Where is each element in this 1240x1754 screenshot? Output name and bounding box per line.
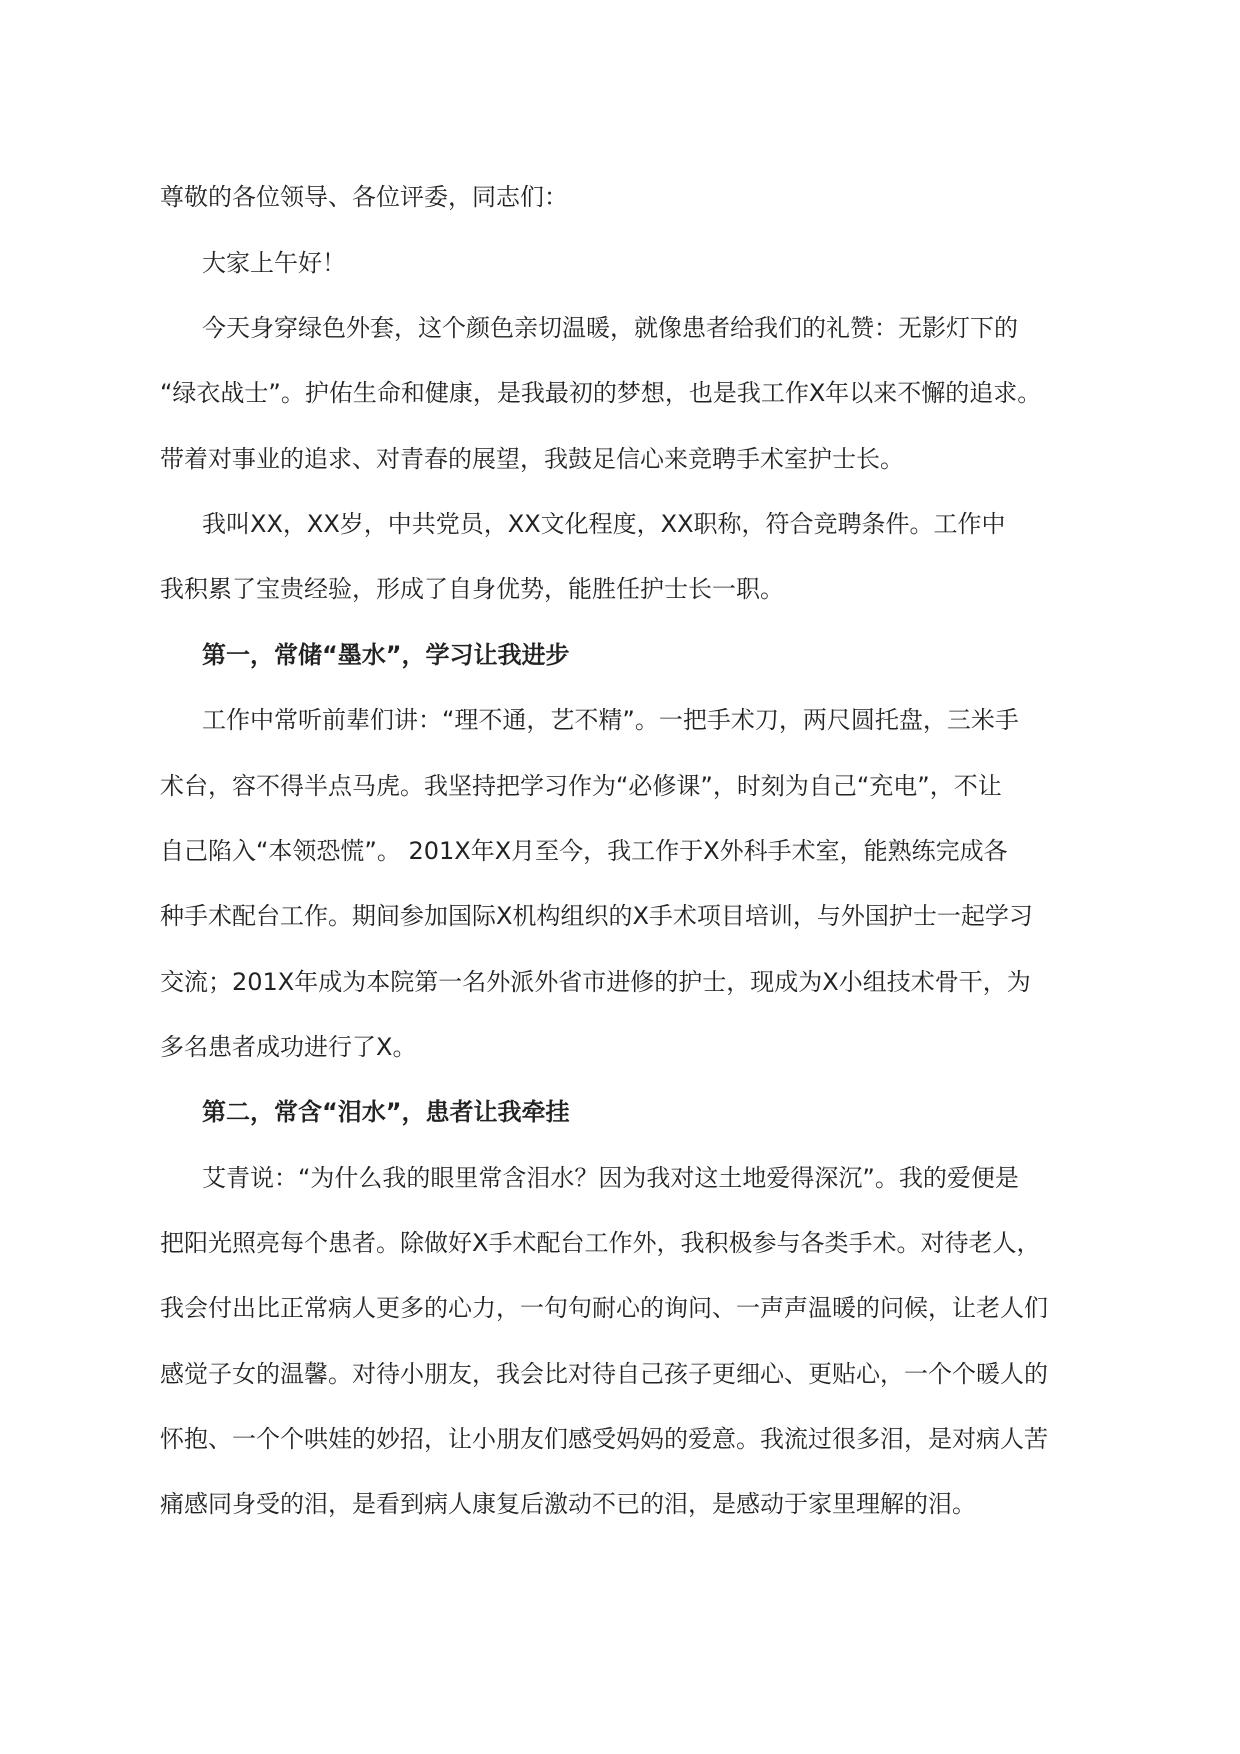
paragraph-line: 痛感同身受的泪，是看到病人康复后激动不已的泪，是感动于家里理解的泪。 — [160, 1490, 976, 1518]
paragraph-line: 我积累了宝贵经验，形成了自身优势，能胜任护士长一职。 — [160, 575, 784, 603]
paragraph-line: 艾青说：“为什么我的眼里常含泪水？因为我对这土地爱得深沉”。我的爱便是 — [202, 1164, 1019, 1192]
paragraph-line: 自己陷入“本领恐慌”。 201X年X月至今，我工作于X外科手术室，能熟练完成各 — [160, 837, 1008, 865]
paragraph-line: 今天身穿绿色外套，这个颜色亲切温暖，就像患者给我们的礼赞：无影灯下的 — [202, 314, 1018, 342]
paragraph-line: 感觉子女的温馨。对待小朋友，我会比对待自己孩子更细心、更贴心，一个个暖人的 — [160, 1360, 1048, 1388]
paragraph-line: 带着对事业的追求、对青春的展望，我鼓足信心来竞聘手术室护士长。 — [160, 445, 904, 473]
paragraph-line: 把阳光照亮每个患者。除做好X手术配台工作外，我积极参与各类手术。对待老人， — [160, 1229, 1041, 1257]
paragraph-line: “绿衣战士”。护佑生命和健康，是我最初的梦想，也是我工作X年以来不懈的追求。 — [160, 379, 1042, 407]
paragraph-line: 我叫XX，XX岁，中共党员，XX文化程度，XX职称，符合竞聘条件。工作中 — [202, 510, 1006, 538]
greeting-line: 大家上午好！ — [202, 249, 346, 277]
paragraph-line: 种手术配台工作。期间参加国际X机构组织的X手术项目培训，与外国护士一起学习 — [160, 902, 1033, 930]
paragraph-line: 术台，容不得半点马虎。我坚持把学习作为“必修课”，时刻为自己“充电”，不让 — [160, 772, 1002, 800]
paragraph-line: 工作中常听前辈们讲：“理不通，艺不精”。一把手术刀，两尺圆托盘，三米手 — [202, 706, 1019, 734]
paragraph-line: 多名患者成功进行了X。 — [160, 1033, 417, 1061]
paragraph-line: 怀抱、一个个哄娃的妙招，让小朋友们感受妈妈的爱意。我流过很多泪，是对病人苦 — [160, 1425, 1048, 1453]
section-heading: 第一，常储“墨水”，学习让我进步 — [202, 641, 570, 669]
salutation-line: 尊敬的各位领导、各位评委，同志们： — [160, 183, 568, 211]
paragraph-line: 我会付出比正常病人更多的心力，一句句耐心的询问、一声声温暖的问候，让老人们 — [160, 1294, 1048, 1322]
section-heading: 第二，常含“泪水”，患者让我牵挂 — [202, 1098, 570, 1126]
paragraph-line: 交流；201X年成为本院第一名外派外省市进修的护士，现成为X小组技术骨干，为 — [160, 968, 1031, 996]
